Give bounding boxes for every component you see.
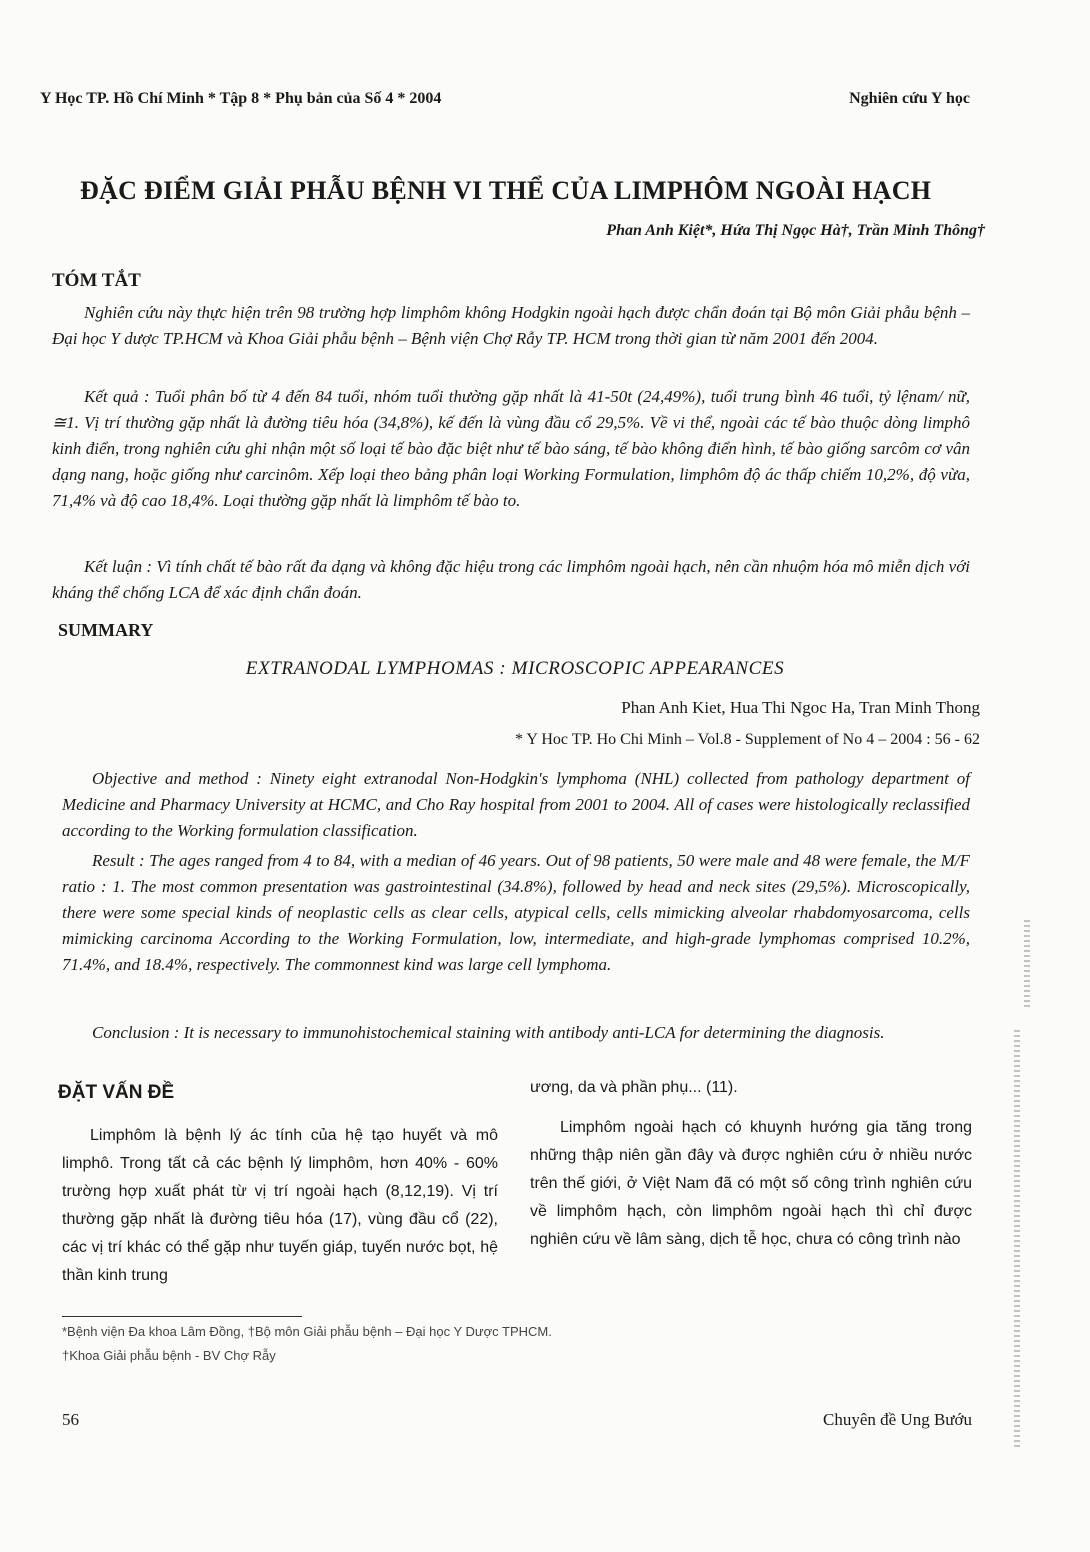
summary-heading: SUMMARY (58, 620, 154, 640)
abstract-vi-heading: TÓM TẮT (52, 270, 141, 291)
abstract-vi-result: Kết quả : Tuổi phân bố từ 4 đến 84 tuổi, nhóm tuổi thường gặp nhất là 41-50t (24,49%), tuổi trung bình 46 tuổi, tỷ lệnam/ nữ, ≅1. Vị trí thường gặp nhất là đường tiêu hóa (34,8%), kế đến là vùng đầu cổ 29,5%. Về vi thể, ngoài các tế bào thuộc dòng limphô kinh điển, trong nghiên cứu ghi nhận một số loại tế bào đặc biệt như tế bào sáng, tế bào không điển hình, tế bào giống sarcôm cơ vân dạng nang, hoặc giống như carcinôm. Xếp loại theo bảng phân loại Working Formulation, limphôm độ ác thấp chiếm 10,2%, độ vừa, 71,4% và độ cao 18,4%. Loại thường gặp nhất là limphôm tế bào to. (52, 387, 970, 510)
page-number: 56 (62, 1410, 79, 1429)
summary-result: Result : The ages ranged from 4 to 84, with a median of 46 years. Out of 98 patients, 50 were male and 48 were female, the M/F ratio : 1. The most common presentation was gastrointestinal (34.8%), followed by head and neck sites (29,5%). Microscopically, there were some special kinds of neoplastic cells as clear cells, atypical cells, cells mimicking alveolar rhabdomyosarcoma, cells mimicking carcinoma According to the Working Formulation, low, intermediate, and high-grade lymphomas comprised 10.2%, 71.4%, and 18.4%, respectively. The commonnest kind was large cell lymphoma. (62, 851, 970, 974)
footnote-affiliation-2: †Khoa Giải phẫu bệnh - BV Chợ Rẫy (62, 1348, 276, 1363)
summary-citation: * Y Hoc TP. Ho Chi Minh – Vol.8 - Supplement of No 4 – 2004 : 56 - 62 (514, 731, 980, 748)
footnote-affiliation-1: *Bệnh viện Đa khoa Lâm Đồng, †Bộ môn Giải phẫu bệnh – Đại học Y Dược TPHCM. (62, 1324, 552, 1339)
scan-edge-mark (1024, 920, 1030, 1010)
footnote-rule (62, 1316, 302, 1317)
introduction-right-continuation: ương, da và phần phụ... (11). (530, 1079, 738, 1096)
summary-authors: Phan Anh Kiet, Hua Thi Ngoc Ha, Tran Minh Thong (621, 698, 980, 717)
abstract-vi-para-1: Nghiên cứu này thực hiện trên 98 trường hợp limphôm không Hodgkin ngoài hạch được chẩn đoán tại Bộ môn Giải phẫu bệnh – Đại học Y dược TP.HCM và Khoa Giải phẫu bệnh – Bệnh viện Chợ Rẫy TP. HCM trong thời gian từ năm 2001 đến 2004. (52, 303, 970, 348)
introduction-right-column: Limphôm ngoài hạch có khuynh hướng gia tăng trong những thập niên gần đây và được nghiên cứu ở nhiều nước trên thế giới, ở Việt Nam đã có một số công trình nghiên cứu về limphôm hạch, còn limphôm ngoài hạch thì chỉ được nghiên cứu về lâm sàng, dịch tễ học, chưa có công trình nào (530, 1119, 972, 1248)
introduction-left-column: Limphôm là bệnh lý ác tính của hệ tạo huyết và mô limphô. Trong tất cả các bệnh lý limphôm, hơn 40% - 60% trường hợp xuất phát từ vị trí ngoài hạch (8,12,19). Vị trí thường gặp nhất là đường tiêu hóa (17), vùng đầu cổ (22), các vị trí khác có thể gặp như tuyến giáp, tuyến nước bọt, hệ thần kinh trung (62, 1127, 498, 1284)
summary-objective: Objective and method : Ninety eight extranodal Non-Hodgkin's lymphoma (NHL) collected from pathology department of Medicine and Pharmacy University at HCMC, and Cho Ray hospital from 2001 to 2004. All of cases were histologically reclassified according to the Working formulation classification. (62, 769, 970, 840)
journal-header: Y Học TP. Hồ Chí Minh * Tập 8 * Phụ bản của Số 4 * 2004 (40, 90, 442, 107)
author-list: Phan Anh Kiệt*, Hứa Thị Ngọc Hà†, Trần Minh Thông† (606, 222, 985, 239)
paper-title: ĐẶC ĐIỂM GIẢI PHẪU BỆNH VI THỂ CỦA LIMPHÔM NGOÀI HẠCH (80, 176, 932, 205)
footer-topic: Chuyên đề Ung Bướu (823, 1410, 972, 1429)
running-header (40, 90, 970, 114)
summary-title: EXTRANODAL LYMPHOMAS : MICROSCOPIC APPEARANCES (245, 658, 785, 679)
abstract-vi-conclusion: Kết luận : Vì tính chất tế bào rất đa dạng và không đặc hiệu trong các limphôm ngoài hạch, nên cần nhuộm hóa mô miễn dịch với kháng thể chống LCA để xác định chẩn đoán. (52, 557, 970, 602)
section-header: Nghiên cứu Y học (849, 90, 970, 107)
introduction-heading: ĐẶT VẤN ĐỀ (58, 1082, 175, 1103)
summary-conclusion: Conclusion : It is necessary to immunohistochemical staining with antibody anti-LCA for determining the diagnosis. (92, 1023, 885, 1042)
scan-edge-mark (1014, 1030, 1020, 1450)
